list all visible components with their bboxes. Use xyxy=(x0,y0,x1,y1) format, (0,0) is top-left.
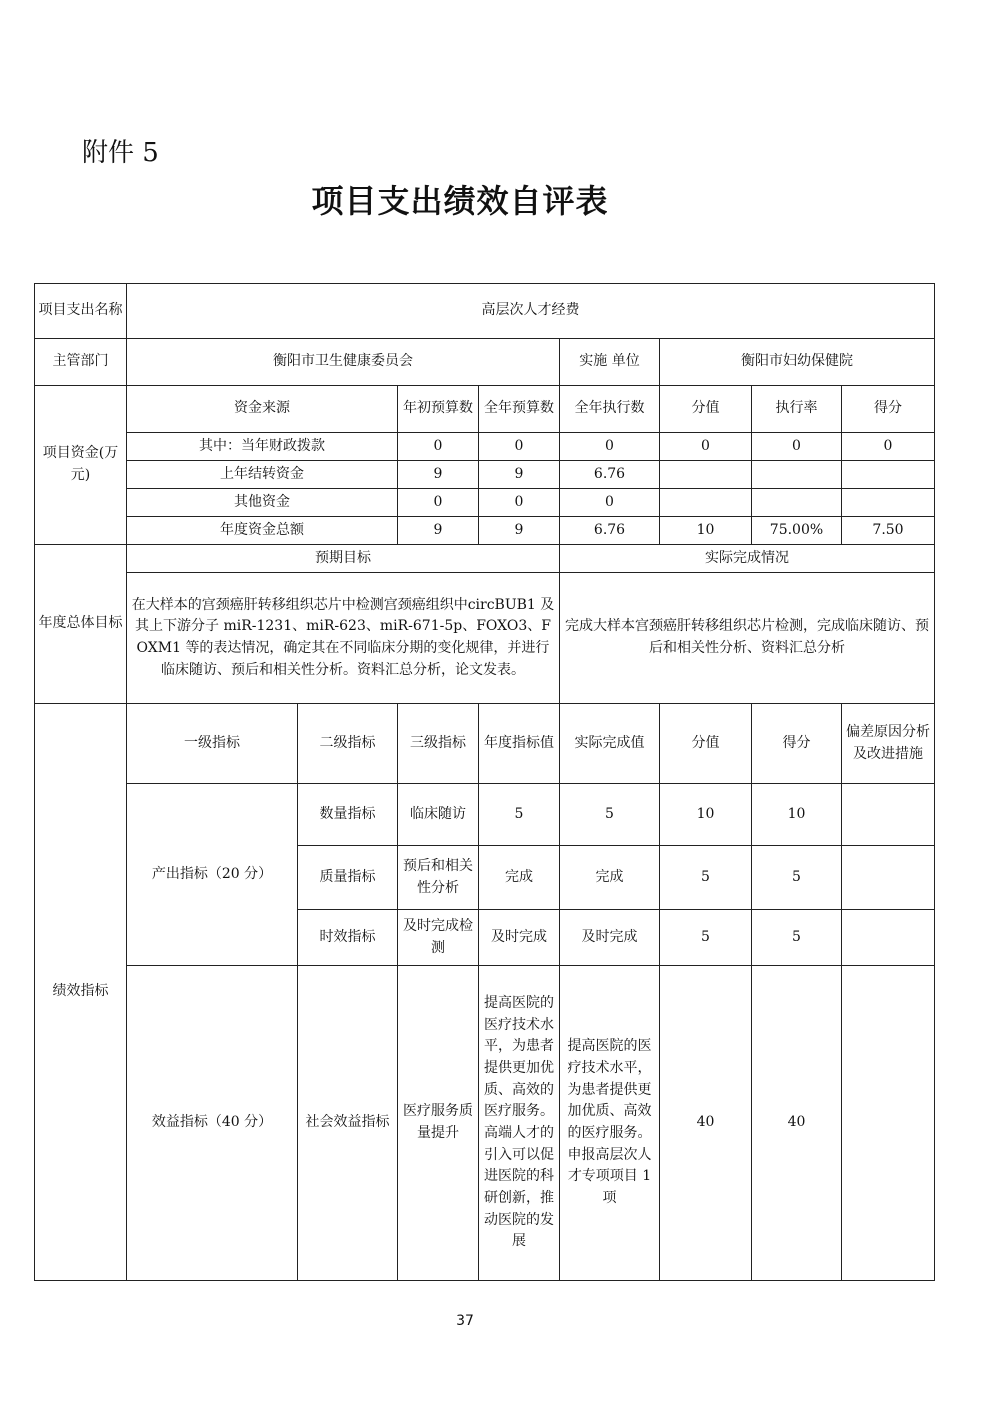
funds-cell: 0 xyxy=(560,433,660,461)
benefit-level2: 社会效益指标 xyxy=(298,966,398,1281)
funds-cell: 9 xyxy=(398,461,479,489)
perf-header: 二级指标 xyxy=(298,704,398,784)
funds-cell xyxy=(752,461,842,489)
funds-cell: 0 xyxy=(479,489,560,517)
funds-cell: 6.76 xyxy=(560,517,660,545)
perf-header: 分值 xyxy=(660,704,752,784)
perf-cell: 完成 xyxy=(560,846,660,910)
funds-cell: 其中：当年财政拨款 xyxy=(127,433,398,461)
funds-cell: 9 xyxy=(398,517,479,545)
perf-cell: 数量指标 xyxy=(298,784,398,846)
perf-header: 得分 xyxy=(752,704,842,784)
funds-cell: 0 xyxy=(660,433,752,461)
benefit-actual: 提高医院的医疗技术水平，为患者提供更加优质、高效的医疗服务。申报高层次人才专项项目 1 项 xyxy=(560,966,660,1281)
perf-cell: 临床随访 xyxy=(398,784,479,846)
funds-header: 资金来源 xyxy=(127,386,398,433)
perf-cell: 及时完成 xyxy=(560,910,660,966)
benefit-reason xyxy=(842,966,935,1281)
funds-cell: 0 xyxy=(752,433,842,461)
perf-cell: 时效指标 xyxy=(298,910,398,966)
performance-label: 绩效指标 xyxy=(35,704,127,1281)
impl-value: 衡阳市妇幼保健院 xyxy=(660,339,935,386)
perf-header: 一级指标 xyxy=(127,704,298,784)
impl-label: 实施 单位 xyxy=(560,339,660,386)
funds-cell xyxy=(752,489,842,517)
funds-cell xyxy=(660,461,752,489)
perf-cell: 质量指标 xyxy=(298,846,398,910)
perf-cell: 10 xyxy=(752,784,842,846)
project-name-label: 项目支出名称 xyxy=(35,284,127,339)
actual-header: 实际完成情况 xyxy=(560,545,935,573)
output-label: 产出指标（20 分） xyxy=(127,784,298,966)
expected-text: 在大样本的宫颈癌肝转移组织芯片中检测宫颈癌组织中circBUB1 及其上下游分子 miR-1231、miR-623、miR-671-5p、FOXO3、FOXM1 等的表达情况，确定其在不同临床分期的变化规律，并进行临床随访、预后和相关性分析。资料汇总分析，论文发表。 xyxy=(127,573,560,704)
funds-header: 全年预算数 xyxy=(479,386,560,433)
benefit-score: 40 xyxy=(660,966,752,1281)
funds-cell xyxy=(842,489,935,517)
perf-cell xyxy=(842,910,935,966)
perf-header: 实际完成值 xyxy=(560,704,660,784)
perf-cell: 及时完成 xyxy=(479,910,560,966)
funds-cell: 0 xyxy=(560,489,660,517)
funds-cell: 0 xyxy=(398,489,479,517)
funds-cell: 0 xyxy=(479,433,560,461)
funds-header: 执行率 xyxy=(752,386,842,433)
funds-cell xyxy=(660,489,752,517)
perf-cell: 5 xyxy=(752,846,842,910)
perf-header: 偏差原因分析及改进措施 xyxy=(842,704,935,784)
funds-cell: 9 xyxy=(479,461,560,489)
perf-cell: 5 xyxy=(479,784,560,846)
perf-header: 年度指标值 xyxy=(479,704,560,784)
dept-value: 衡阳市卫生健康委员会 xyxy=(127,339,560,386)
perf-cell: 完成 xyxy=(479,846,560,910)
funds-header: 年初预算数 xyxy=(398,386,479,433)
funds-label: 项目资金(万元) xyxy=(35,386,127,545)
perf-cell xyxy=(842,784,935,846)
perf-header: 三级指标 xyxy=(398,704,479,784)
evaluation-table xyxy=(34,283,935,1281)
page-title xyxy=(0,176,920,222)
funds-cell: 年度资金总额 xyxy=(127,517,398,545)
actual-text: 完成大样本宫颈癌肝转移组织芯片检测，完成临床随访、预后和相关性分析、资料汇总分析 xyxy=(560,573,935,704)
benefit-target: 提高医院的医疗技术水平，为患者提供更加优质、高效的医疗服务。高端人才的引入可以促进医院的科研创新，推动医院的发展 xyxy=(479,966,560,1281)
funds-cell: 6.76 xyxy=(560,461,660,489)
perf-cell: 及时完成检测 xyxy=(398,910,479,966)
funds-cell: 75.00% xyxy=(752,517,842,545)
attachment-label: 附件 5 xyxy=(82,138,159,168)
funds-header: 得分 xyxy=(842,386,935,433)
expected-header: 预期目标 xyxy=(127,545,560,573)
funds-cell: 其他资金 xyxy=(127,489,398,517)
project-name-value: 高层次人才经费 xyxy=(127,284,935,339)
perf-cell: 预后和相关性分析 xyxy=(398,846,479,910)
perf-cell: 5 xyxy=(660,846,752,910)
perf-cell xyxy=(842,846,935,910)
funds-cell: 10 xyxy=(660,517,752,545)
page-number: 37 xyxy=(456,1313,474,1329)
benefit-level3: 医疗服务质量提升 xyxy=(398,966,479,1281)
funds-cell: 0 xyxy=(842,433,935,461)
benefit-label: 效益指标（40 分） xyxy=(127,966,298,1281)
funds-cell: 7.50 xyxy=(842,517,935,545)
perf-cell: 10 xyxy=(660,784,752,846)
funds-header: 分值 xyxy=(660,386,752,433)
funds-header: 全年执行数 xyxy=(560,386,660,433)
title-text: 项目支出绩效自评表 xyxy=(311,182,609,220)
perf-cell: 5 xyxy=(752,910,842,966)
funds-cell: 上年结转资金 xyxy=(127,461,398,489)
funds-cell xyxy=(842,461,935,489)
goals-label: 年度总体目标 xyxy=(35,545,127,704)
perf-cell: 5 xyxy=(660,910,752,966)
benefit-got: 40 xyxy=(752,966,842,1281)
funds-cell: 9 xyxy=(479,517,560,545)
funds-cell: 0 xyxy=(398,433,479,461)
dept-label: 主管部门 xyxy=(35,339,127,386)
perf-cell: 5 xyxy=(560,784,660,846)
